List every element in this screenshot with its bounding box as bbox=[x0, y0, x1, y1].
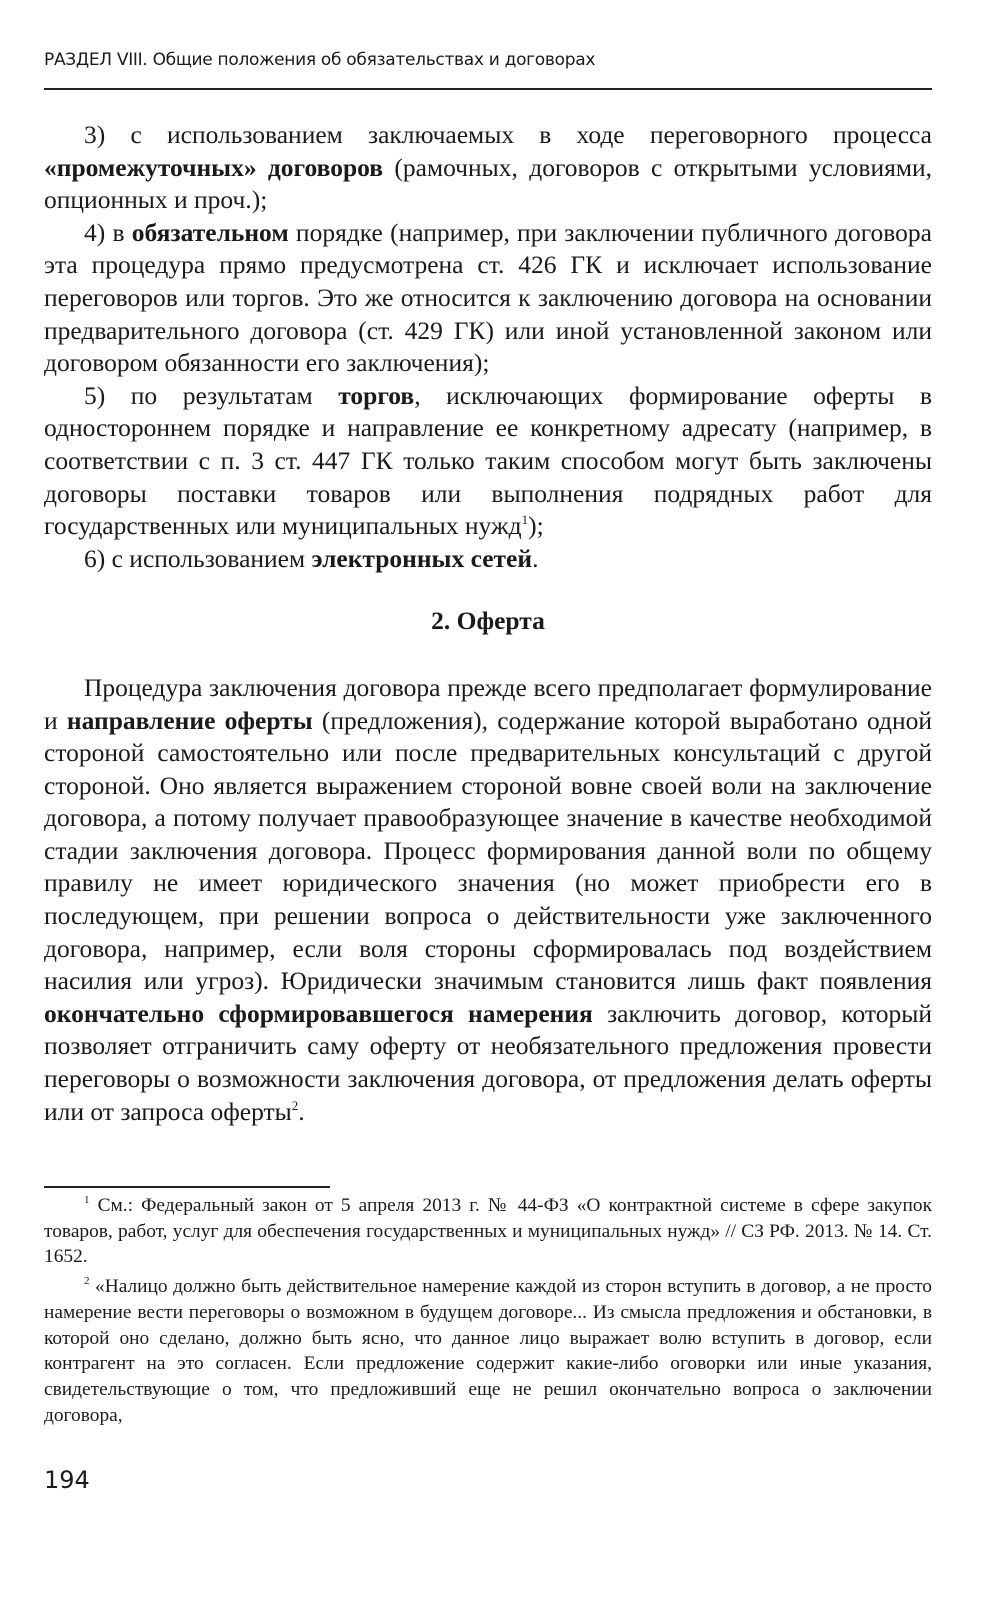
text-segment: . bbox=[532, 543, 539, 573]
text-segment: . bbox=[298, 1096, 305, 1126]
footnote-2 bbox=[44, 1274, 932, 1428]
text-segment: 3) с использованием заключаемых в ходе переговорного процесса bbox=[84, 120, 932, 149]
header-divider bbox=[44, 88, 932, 90]
footnote-marker: 2 bbox=[84, 1275, 90, 1288]
text-segment: 4) в bbox=[84, 217, 132, 247]
page-number: 194 bbox=[44, 1466, 90, 1494]
main-text bbox=[44, 119, 932, 1128]
text-segment: , исключающих формирование оферты в одностороннем порядке и направление ее конкретному адресату (например, в соответствии с п. 3 ст. 447 ГК только таким способом могут быть заключены договоры поставки товаров или выполнения подрядных работ для государственных или муниципальных нужд bbox=[44, 380, 932, 541]
text-segment: (рамочных, договоров с открытыми условиями, опционных и проч.); bbox=[44, 152, 933, 215]
bold-term: обязательном bbox=[131, 217, 289, 247]
body-paragraph bbox=[44, 672, 932, 1128]
footnote-divider bbox=[44, 1186, 330, 1188]
bold-term: направление оферты bbox=[66, 705, 313, 735]
text-segment: 6) с использованием bbox=[84, 543, 312, 573]
text-segment: 5) по результатам bbox=[84, 380, 339, 410]
bold-term: окончательно сформировавшегося намерения bbox=[44, 998, 593, 1028]
footnote-text: См.: Федеральный закон от 5 апреля 2013 г. № 44-ФЗ «О контрактной системе в сфере закупок товаров, работ, услуг для обеспечения государственных и муниципальных нужд» // СЗ РФ. 2013. № 14. Ст. 1652. bbox=[44, 1195, 932, 1268]
list-item-3 bbox=[44, 119, 932, 217]
text-segment: Процедура заключения договора прежде всего предполагает формулирование и bbox=[44, 672, 932, 735]
list-item-4 bbox=[44, 217, 932, 380]
text-segment: заключить договор, который позволяет отграничить саму оферту от необязательного предложения провести переговоры о возможности заключения договора, от предложения делать оферты или от запроса оферты bbox=[44, 998, 932, 1126]
list-item-6 bbox=[44, 543, 932, 576]
text-segment: порядке (например, при заключении публичного договора эта процедура прямо предусмотрена ст. 426 ГК и исключает использование переговоров или торгов. Это же относится к заключению договора на основании предварительного договора (ст. 429 ГК) или иной установленной законом или договором обязанности его заключения); bbox=[44, 217, 932, 378]
text-segment: ); bbox=[528, 511, 544, 541]
text-segment: (предложения), содержание которой выработано одной стороной самостоятельно или после предварительных консультаций с другой стороной. Оно является выражением стороной вовне своей воли на заключение договора, а потому получает правообразующее значение в качестве необходимой стадии заключения договора. Процесс формирования данной воли по общему правилу не имеет юридического значения (но может приобрести его в последующем, при решении вопроса о действительности уже заключенного договора, например, если воля стороны сформировалась под воздействием насилия или угроз). Юридически значимым становится лишь факт появления bbox=[44, 705, 932, 996]
footnote-marker: 1 bbox=[84, 1194, 90, 1206]
footnote-ref: 2 bbox=[291, 1097, 299, 1113]
section-heading: 2. Оферта bbox=[431, 606, 545, 636]
footnote-text: «Налицо должно быть действительное намерение каждой из сторон вступить в договор, а не просто намерение вести переговоры о возможном в будущем договоре... Из смысла предложения и обстановки, в которой оно сделано, должно быть ясно, что данное лицо выражает волю вступить в договор, если контрагент на это согласен. Если предложение содержит какие-либо оговорки или иные указания, свидетельствующие о том, что предложивший еще не решил окончательно вопроса о заключении договора, bbox=[44, 1276, 932, 1426]
list-item-5 bbox=[44, 380, 932, 543]
bold-term: торгов bbox=[338, 380, 415, 410]
footnotes bbox=[44, 1193, 932, 1432]
running-header: РАЗДЕЛ VIII. Общие положения об обязательствах и договорах bbox=[44, 50, 596, 70]
footnote-1 bbox=[44, 1193, 932, 1270]
footnote-ref: 1 bbox=[521, 512, 529, 528]
bold-term: электронных сетей bbox=[311, 543, 533, 573]
bold-term: «промежуточных» договоров bbox=[44, 152, 384, 182]
